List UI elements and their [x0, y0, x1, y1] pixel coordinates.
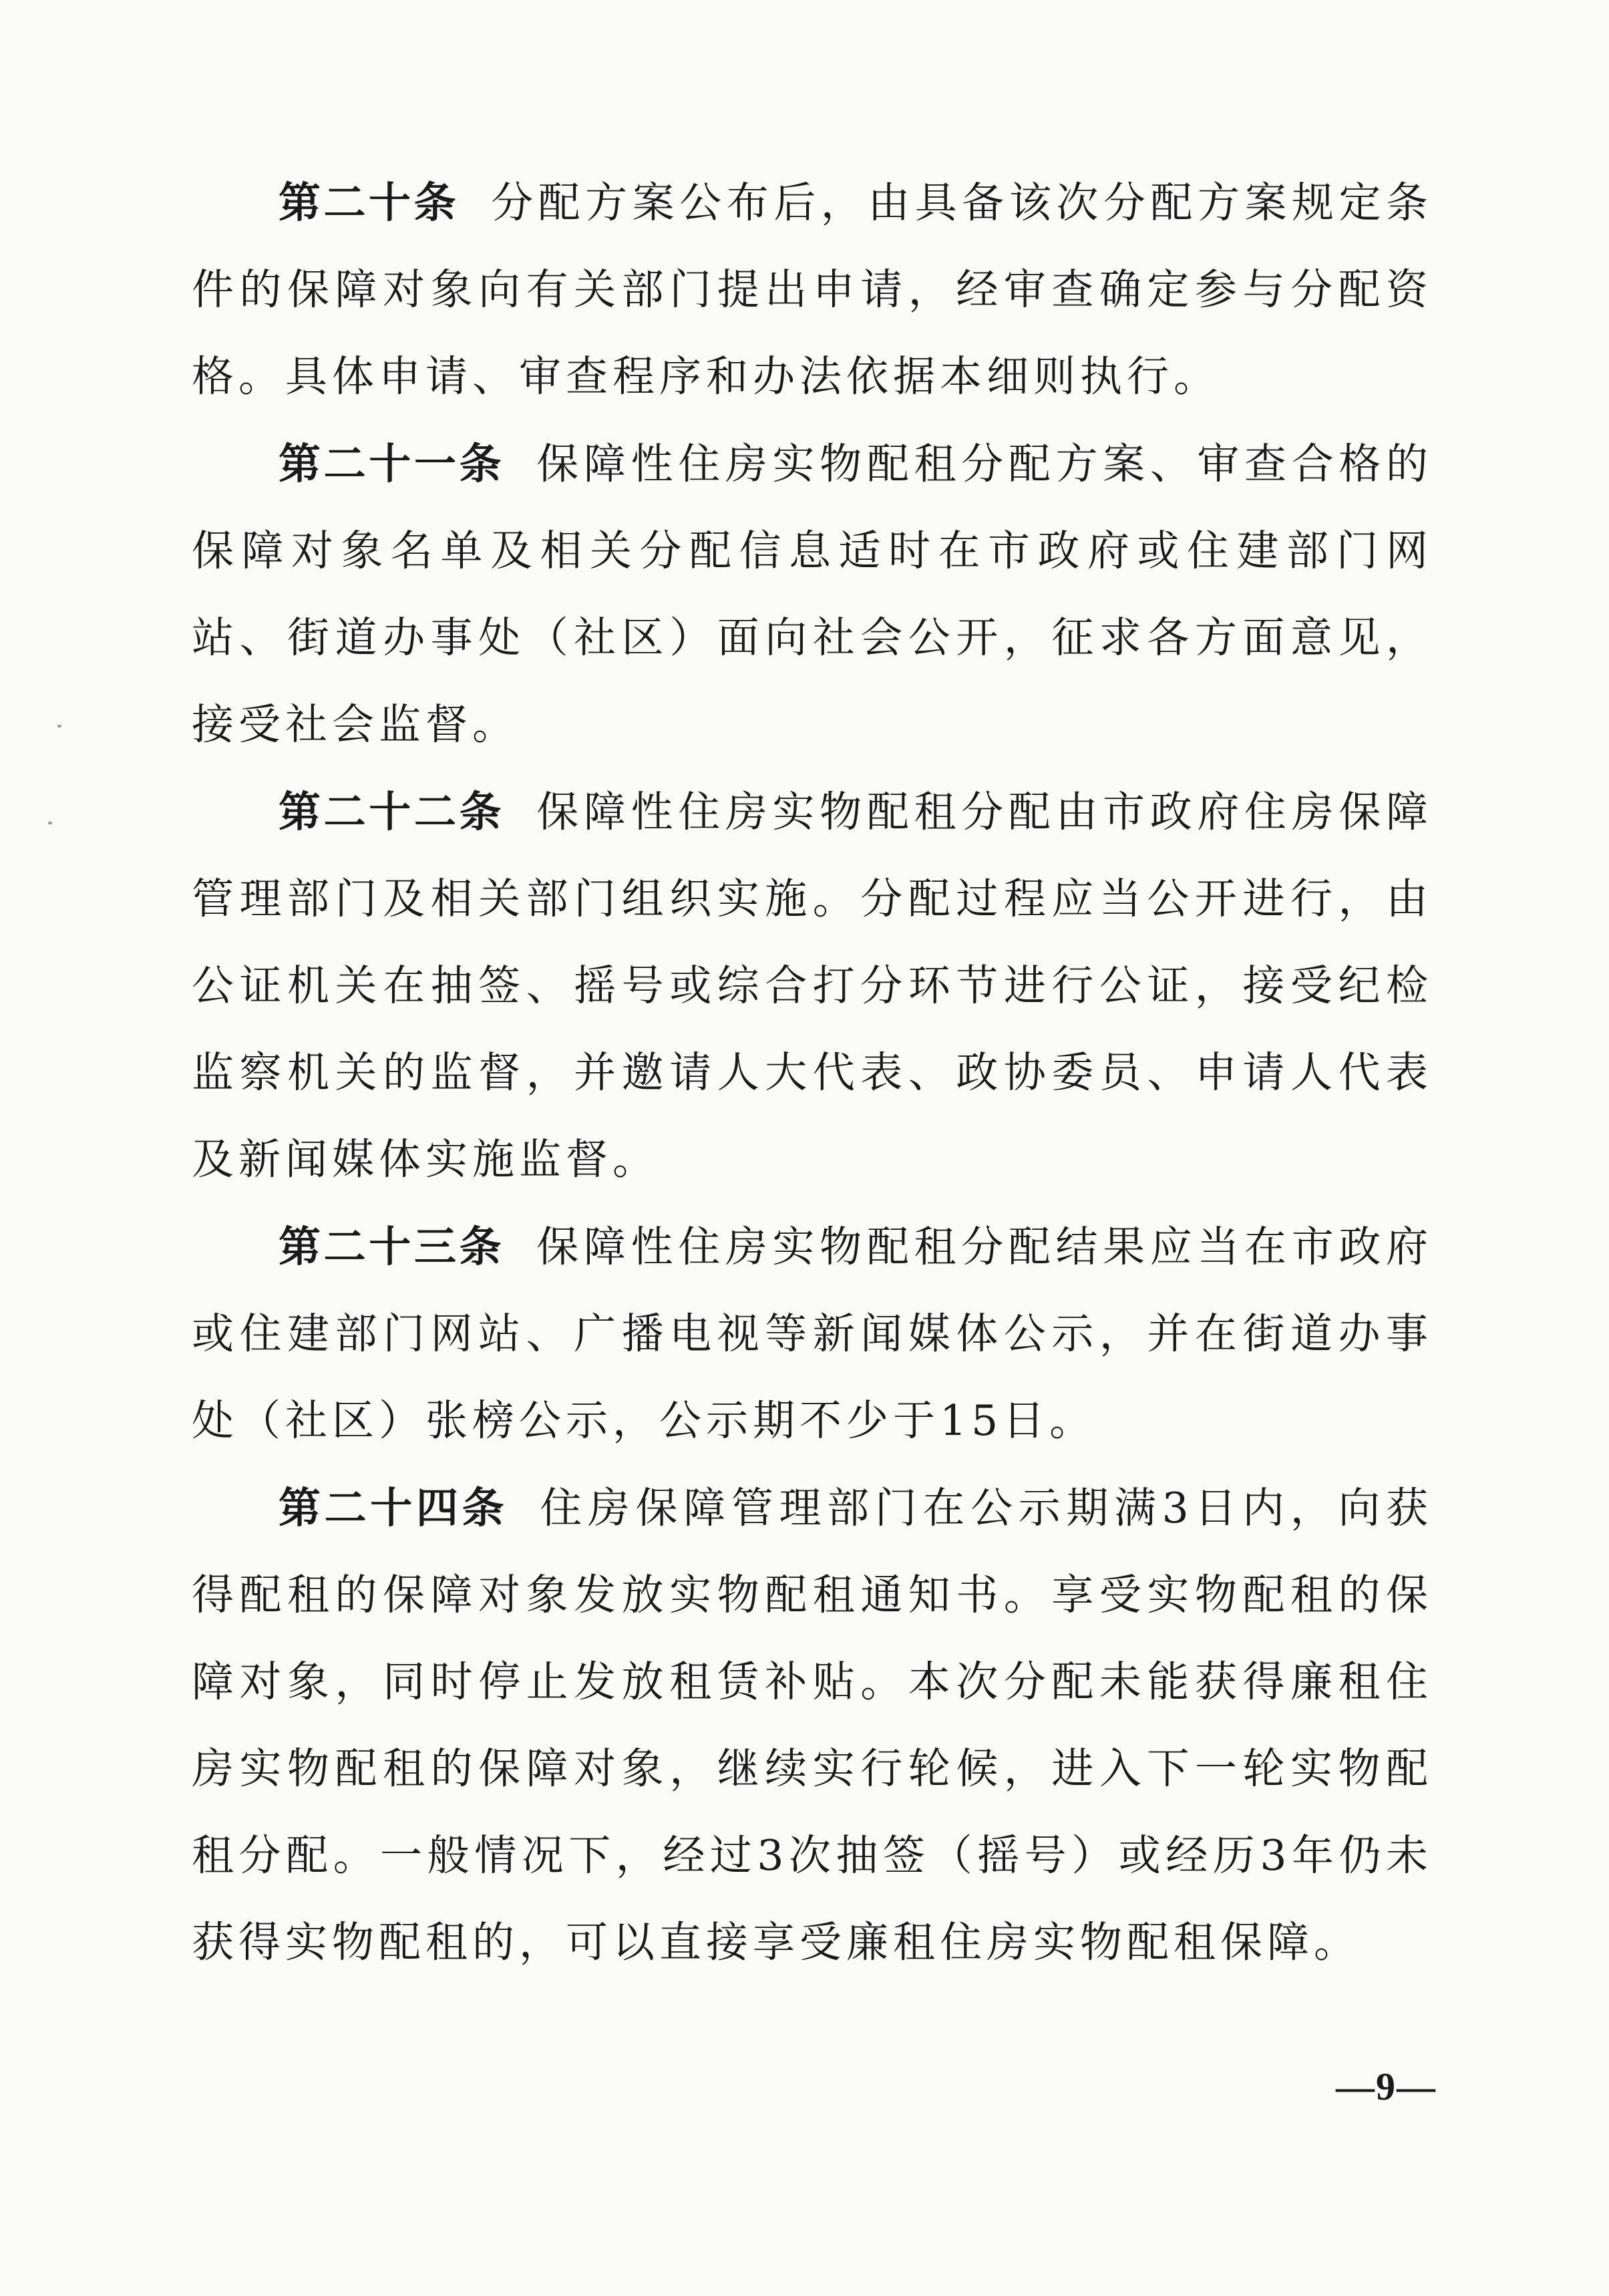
- article-title: 第二十条: [279, 178, 460, 227]
- article-22: [192, 768, 1433, 1203]
- article-title: 第二十三条: [279, 1222, 505, 1271]
- article-title: 第二十二条: [279, 787, 505, 836]
- article-24: [192, 1464, 1433, 1986]
- article-text: 保障性住房实物配租分配由市政府住房保障管理部门及相关部门组织实施。分配过程应当公开进行，由公证机关在抽签、摇号或综合打分环节进行公证，接受纪检监察机关的监督，并邀请人大代表、政协委员、申请人代表及新闻媒体实施监督。: [192, 788, 1433, 1184]
- article-23: [192, 1203, 1433, 1464]
- document-body: [192, 159, 1433, 1986]
- article-text: 住房保障管理部门在公示期满3日内，向获得配租的保障对象发放实物配租通知书。享受实物配租的保障对象，同时停止发放租赁补贴。本次分配未能获得廉租住房实物配租的保障对象，继续实行轮候，进入下一轮实物配租分配。一般情况下，经过3次抽签（摇号）或经历3年仍未获得实物配租的，可以直接享受廉租住房实物配租保障。: [192, 1484, 1433, 1967]
- article-21: [192, 420, 1433, 768]
- article-text: 保障性住房实物配租分配结果应当在市政府或住建部门网站、广播电视等新闻媒体公示，并在街道办事处（社区）张榜公示，公示期不少于15日。: [192, 1222, 1433, 1445]
- article-title: 第二十一条: [279, 439, 505, 488]
- article-title: 第二十四条: [279, 1483, 508, 1532]
- article-text: 分配方案公布后，由具备该次分配方案规定条件的保障对象向有关部门提出申请，经审查确定参与分配资格。具体申请、审查程序和办法依据本细则执行。: [192, 178, 1433, 401]
- scan-speck: [48, 822, 52, 824]
- article-20: [192, 159, 1433, 420]
- article-text: 保障性住房实物配租分配方案、审查合格的保障对象名单及相关分配信息适时在市政府或住建部门网站、街道办事处（社区）面向社会公开，征求各方面意见，接受社会监督。: [192, 440, 1433, 749]
- page-number: —9—: [1336, 2065, 1437, 2108]
- scan-speck: [57, 725, 61, 727]
